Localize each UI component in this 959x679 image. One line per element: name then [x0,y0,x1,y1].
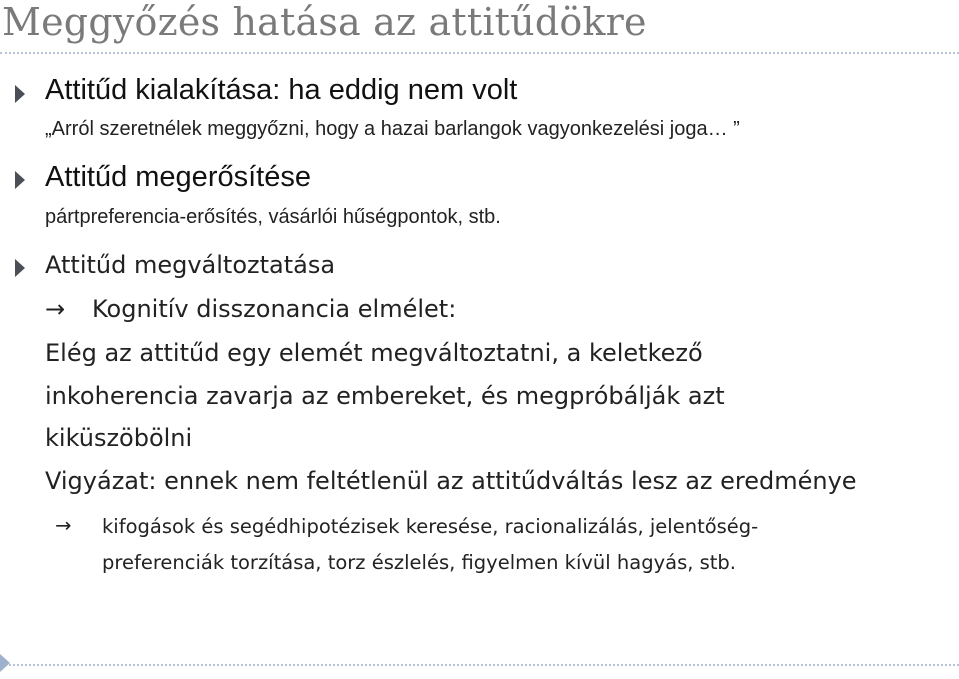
theory-label: Kognitív disszonancia elmélet: [92,295,457,323]
section-detail-reinforcement: pártpreferencia-erősítés, vásárlói hűségpontok, stb. [45,206,501,228]
explanation-line: Elég az attitűd egy elemét megváltoztatni, a keletkező [45,339,703,367]
right-arrow-icon: → [45,295,66,323]
warning-line: Vigyázat: ennek nem feltétlenül az attitűdváltás lesz az eredménye [45,467,857,495]
right-arrow-icon: → [55,514,72,537]
slide-title: Meggyőzés hatása az attitűdökre [2,0,647,44]
consequence-line: preferenciák torzítása, torz észlelés, figyelmen kívül hagyás, stb. [102,551,737,574]
footer-divider [0,664,959,666]
section-heading-reinforcement: Attitűd megerősítése [45,161,311,193]
footer-triangle-icon [0,654,10,672]
bullet-triangle-icon [15,171,25,189]
consequence-line: kifogások és segédhipotézisek keresése, racionalizálás, jelentőség- [102,515,759,538]
explanation-line: kiküszöbölni [45,424,193,452]
section-detail-formation: „Arról szeretnélek meggyőzni, hogy a hazai barlangok vagyonkezelési joga… ” [45,118,740,140]
bullet-triangle-icon [15,259,25,277]
section-heading-change: Attitűd megváltoztatása [45,251,336,279]
bullet-triangle-icon [15,85,25,103]
title-divider [0,52,959,54]
section-heading-formation: Attitűd kialakítása: ha eddig nem volt [45,74,518,106]
explanation-line: inkoherencia zavarja az embereket, és megpróbálják azt [45,382,725,410]
